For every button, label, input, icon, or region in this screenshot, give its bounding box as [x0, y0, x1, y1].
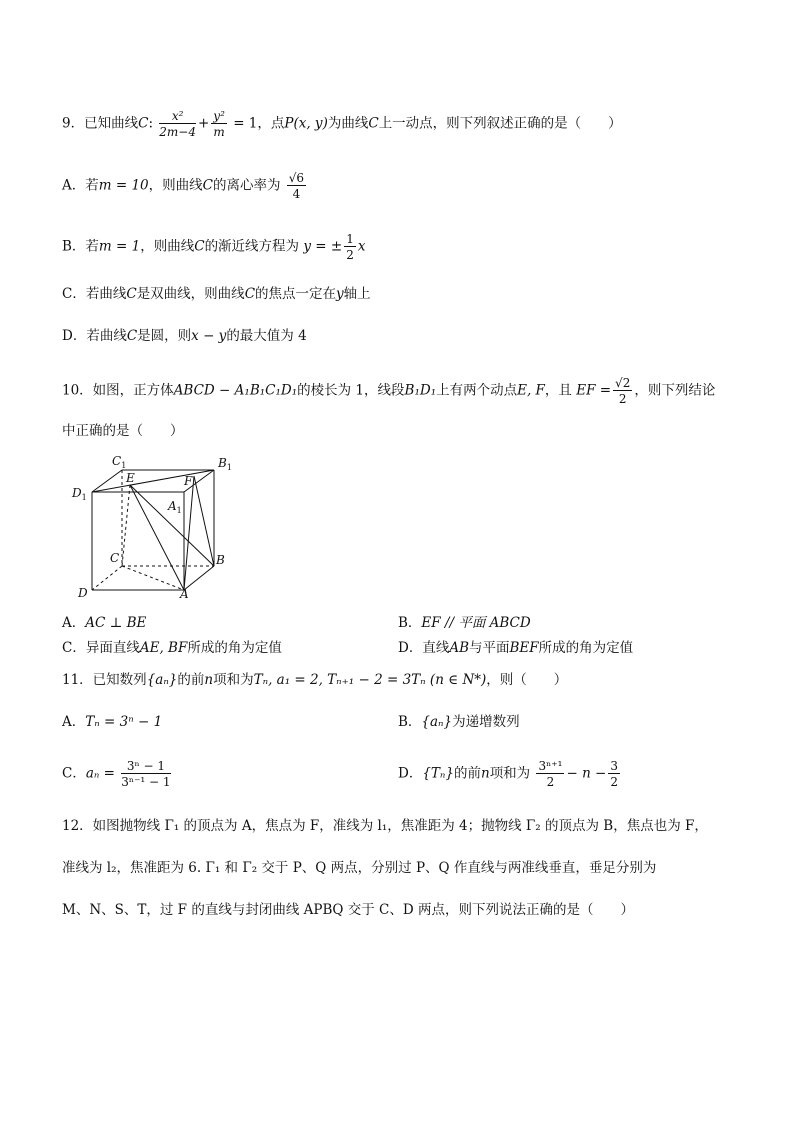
- q9-option-a: A．若m = 10，则曲线C的离心率为 $\frac{√6}{4}$: [62, 171, 305, 201]
- q10-stem-line1: 10．如图，正方体ABCD − A₁B₁C₁D₁的棱长为 1，线段B₁D₁上有两个动点E, F，且 EF = $\frac{√2}{2}$ ，则下列结论: [62, 376, 716, 406]
- label-c1: $C_1$: [112, 454, 127, 470]
- q12-stem-line2: 准线为 l₂，焦准距为 6. Γ₁ 和 Γ₂ 交于 P、Q 两点，分别过 P、Q 作直线与两准线垂直，垂足分别为: [62, 860, 657, 876]
- label-d1: $D_1$: [72, 486, 87, 502]
- label-b1: $B_1$: [218, 456, 232, 472]
- cube-figure: [68, 452, 232, 602]
- q9-stem: 9．已知曲线C: $\frac{\text{x²}}{2m-4}$ + $\frac{\text{y²}}{m}$ = 1，点P(x, y)为曲线C上一动点，则下列叙述正确的是（ ）: [62, 109, 622, 139]
- q12-stem-line1: 12．如图抛物线 Γ₁ 的顶点为 A，焦点为 F，准线为 l₁，焦准距为 4；抛物线 Γ₂ 的顶点为 B，焦点也为 F，: [62, 818, 708, 834]
- q10-option-a: A．AC ⊥ BE: [62, 615, 147, 631]
- q10-option-b: B．EF // 平面 ABCD: [398, 615, 531, 631]
- q10-option-d: D．直线AB与平面BEF所成的角为定值: [398, 640, 634, 656]
- q10-stem-line2: 中正确的是（ ）: [62, 423, 184, 439]
- q9-option-c: C．若曲线C是双曲线，则曲线C的焦点一定在y轴上: [62, 286, 371, 302]
- q9-option-d: D．若曲线C是圆，则x − y的最大值为 4: [62, 328, 307, 344]
- q10-option-c: C．异面直线AE, BF所成的角为定值: [62, 640, 282, 656]
- q11-option-b: B．{aₙ}为递增数列: [398, 714, 520, 730]
- q9-option-b: B．若m = 1，则曲线C的渐近线方程为 y = ± $\frac{1}{2}$ x: [62, 232, 366, 262]
- label-d: D: [78, 586, 88, 600]
- label-e: E: [126, 471, 135, 485]
- q11-option-d: D．{Tₙ}的前n项和为 $\frac{\text{3ⁿ⁺¹}}{2}$ − n − $\frac{3}{2}$: [398, 759, 619, 789]
- label-b: B: [216, 553, 225, 567]
- label-a1: $A_1$: [168, 499, 182, 515]
- label-f: F: [184, 474, 193, 488]
- q12-stem-line3: M、N、S、T，过 F 的直线与封闭曲线 APBQ 交于 C、D 两点，则下列说法正确的是（ ）: [62, 902, 634, 918]
- q11-stem: 11．已知数列{aₙ}的前n项和为Tₙ, a₁ = 2, Tₙ₊₁ − 2 = 3Tₙ (n ∈ N*)，则（ ）: [62, 672, 568, 688]
- q11-option-c: C．aₙ = $\frac{\text{3ⁿ − 1}}{\text{3ⁿ⁻¹ − 1}}$: [62, 759, 171, 789]
- label-a: A: [180, 587, 189, 601]
- label-c: C: [110, 551, 120, 565]
- q11-option-a: A．Tₙ = 3ⁿ − 1: [62, 714, 163, 730]
